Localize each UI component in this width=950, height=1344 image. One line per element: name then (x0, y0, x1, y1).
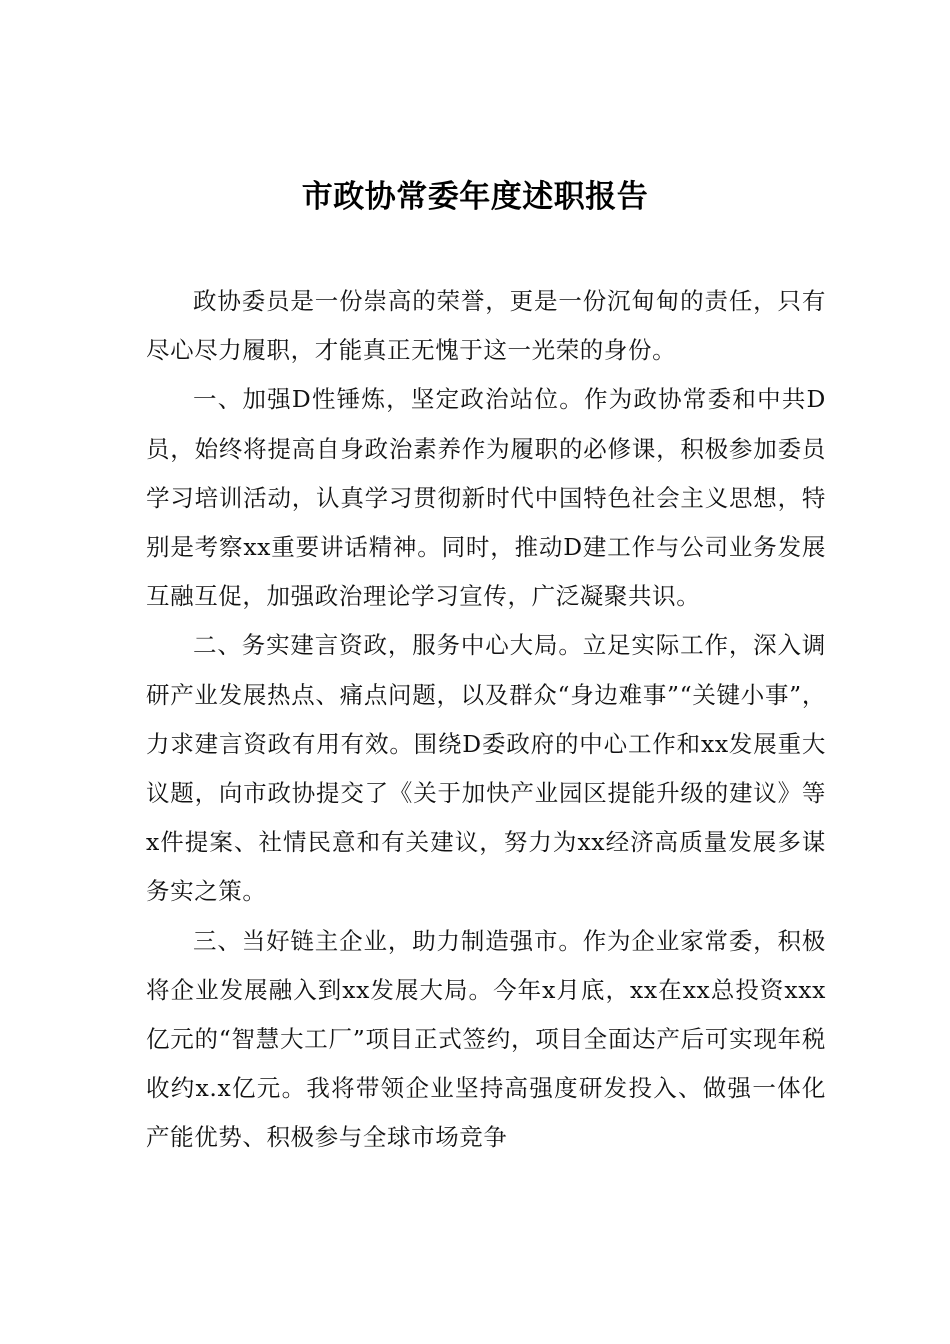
document-body (146, 277, 826, 1163)
document-title: 市政协常委年度述职报告 (301, 179, 649, 215)
paragraph-section-1: 一、加强D性锤炼，坚定政治站位。作为政协常委和中共D员，始终将提高自身政治素养作为履职的必修课，积极参加委员学习培训活动，认真学习贯彻新时代中国特色社会主义思想，特别是考察xx重要讲话精神。同时，推动D建工作与公司业务发展互融互促，加强政治理论学习宣传，广泛凝聚共识。 (146, 385, 826, 611)
paragraph-intro: 政协委员是一份崇高的荣誉，更是一份沉甸甸的责任，只有尽心尽力履职，才能真正无愧于这一光荣的身份。 (146, 287, 826, 365)
paragraph-section-3: 三、当好链主企业，助力制造强市。作为企业家常委，积极将企业发展融入到xx发展大局。今年x月底，xx在xx总投资xxx亿元的“智慧大工厂”项目正式签约，项目全面达产后可实现年税收约x.x亿元。我将带领企业坚持高强度研发投入、做强一体化产能优势、积极参与全球市场竞争 (146, 926, 826, 1152)
paragraph-section-2: 二、务实建言资政，服务中心大局。立足实际工作，深入调研产业发展热点、痛点问题，以及群众“身边难事”“关键小事”，力求建言资政有用有效。围绕D委政府的中心工作和xx发展重大议题，向市政协提交了《关于加快产业园区提能升级的建议》等x件提案、社情民意和有关建议，努力为xx经济高质量发展多谋务实之策。 (146, 631, 826, 906)
